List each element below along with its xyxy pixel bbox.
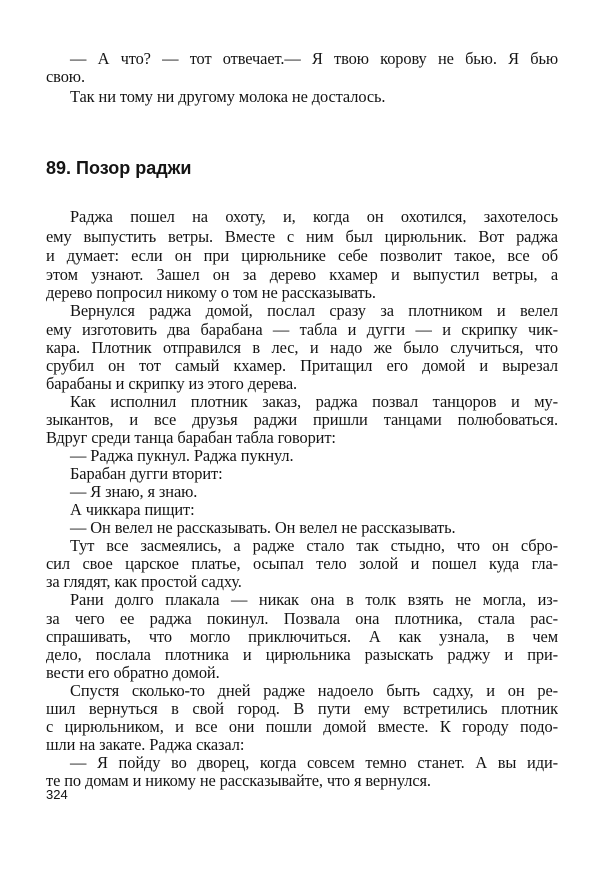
text-line: — Он велел не рассказывать. Он велел не рассказывать.: [70, 519, 456, 537]
text-line: Так ни тому ни другому молока не досталось.: [70, 88, 386, 106]
text-line: Вдруг среди танца барабан табла говорит:: [46, 429, 336, 447]
text-line: за чего ее раджа покинул. Позвала она плотника, стала рас-: [46, 610, 558, 628]
text-line: за глядят, как простой садху.: [46, 573, 242, 591]
text-line: сил свое царское платье, осыпал тело золой и пошел куда гла-: [46, 555, 558, 573]
text-line: этом узнают. Зашел он за дерево кхамер и выпустил ветры, а: [46, 266, 558, 284]
text-line: А чиккара пищит:: [70, 501, 195, 519]
page-number: 324: [46, 787, 68, 802]
text-line: те по домам и никому не рассказывайте, что я вернулся.: [46, 772, 431, 790]
text-line: — А что? — тот отвечает.— Я твою корову не бью. Я бью: [70, 50, 558, 68]
text-line: Как исполнил плотник заказ, раджа позвал танцоров и му-: [70, 393, 558, 411]
text-line: срубил он тот самый кхамер. Притащил его домой и вырезал: [46, 357, 558, 375]
text-line: Барабан дугги вторит:: [70, 465, 223, 483]
text-line: дело, послала плотника и цирюльника разыскать раджу и при-: [46, 646, 558, 664]
text-line: Раджа пошел на охоту, и, когда он охотился, захотелось: [70, 208, 558, 226]
text-line: с цирюльником, и все они пошли домой вместе. К городу подо-: [46, 718, 558, 736]
text-line: — Раджа пукнул. Раджа пукнул.: [70, 447, 294, 465]
text-line: шли на закате. Раджа сказал:: [46, 736, 245, 754]
text-line: кара. Плотник отправился в лес, и надо же было случиться, что: [46, 339, 558, 357]
text-line: свою.: [46, 68, 85, 86]
text-line: Тут все засмеялись, а радже стало так стыдно, что он сбро-: [70, 537, 558, 555]
text-line: Вернулся раджа домой, послал сразу за плотником и велел: [70, 302, 558, 320]
text-line: вести его обратно домой.: [46, 664, 220, 682]
text-line: Спустя сколько-то дней радже надоело быть садху, и он ре-: [70, 682, 558, 700]
text-line: дерево попросил никому о том не рассказывать.: [46, 284, 376, 302]
text-line: спрашивать, что могло приключиться. А как узнала, в чем: [46, 628, 558, 646]
text-line: зыкантов, и все друзья раджи пришли танцами полюбоваться.: [46, 411, 558, 429]
text-line: ему изготовить два барабана — табла и дугги — и скрипку чик-: [46, 321, 558, 339]
section-heading: 89. Позор раджи: [46, 158, 192, 178]
text-line: и думает: если он при цирюльнике себе позволит такое, все об: [46, 247, 558, 265]
text-line: — Я пойду во дворец, когда совсем темно станет. А вы иди-: [70, 754, 558, 772]
text-line: шил вернуться в свой город. В пути ему встретились плотник: [46, 700, 558, 718]
text-line: барабаны и скрипку из этого дерева.: [46, 375, 298, 393]
text-line: — Я знаю, я знаю.: [70, 483, 198, 501]
text-line: ему выпустить ветры. Вместе с ним был цирюльник. Вот раджа: [46, 228, 558, 246]
text-line: Рани долго плакала — никак она в толк взять не могла, из-: [70, 591, 558, 609]
